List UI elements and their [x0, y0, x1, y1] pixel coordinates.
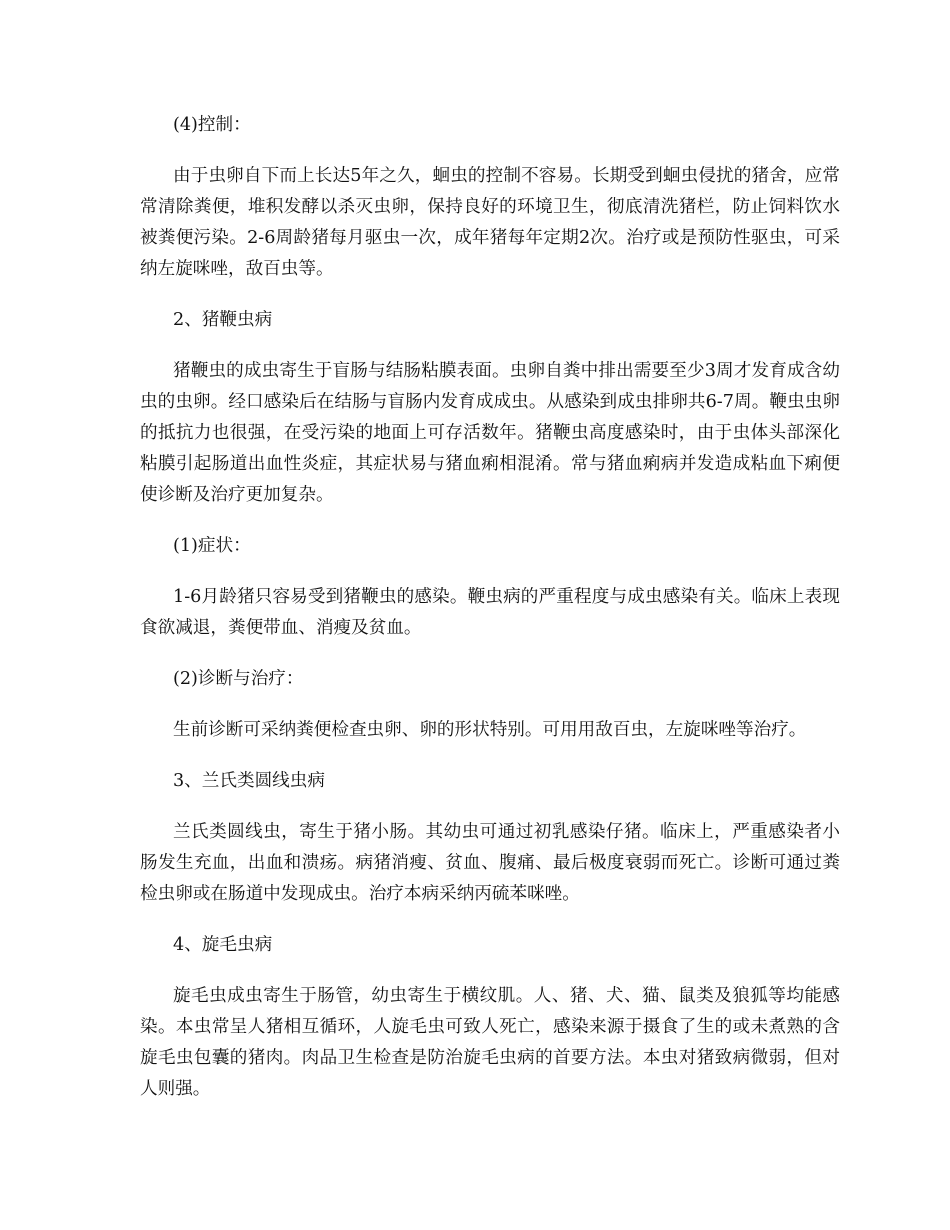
section-heading-whipworm: 2、猪鞭虫病	[173, 310, 273, 330]
section-heading-strongyloides: 3、兰氏类圆线虫病	[173, 771, 325, 791]
section-heading-control: (4)控制：	[173, 115, 251, 135]
paragraph-strongyloides: 兰氏类圆线虫，寄生于猪小肠。其幼虫可通过初乳感染仔猪。临床上，严重感染者小肠发生充血，出血和溃疡。病猪消瘦、贫血、腹痛、最后极度衰弱而死亡。诊断可通过粪检虫卵或在肠道中发现成虫。治疗本病采纳丙硫苯咪唑。	[140, 822, 840, 904]
paragraph-whipworm-diagnosis: 生前诊断可采纳粪便检查虫卵、卵的形状特别。可用用敌百虫，左旋咪唑等治疗。	[173, 720, 807, 740]
paragraph-whipworm-symptoms: 1-6月龄猪只容易受到猪鞭虫的感染。鞭虫病的严重程度与成虫感染有关。临床上表现食欲减退，粪便带血、消瘦及贫血。	[140, 587, 840, 638]
section-heading-diagnosis: (2)诊断与治疗：	[173, 669, 304, 689]
paragraph-whipworm-intro: 猪鞭虫的成虫寄生于盲肠与结肠粘膜表面。虫卵自粪中排出需要至少3周才发育成含幼虫的虫卵。经口感染后在结肠与盲肠内发育成成虫。从感染到成虫排卵共6-7周。鞭虫虫卵的抵抗力也很强，在受污染的地面上可存活数年。猪鞭虫高度感染时，由于虫体头部深化粘膜引起肠道出血性炎症，其症状易与猪血痢相混淆。常与猪血痢病并发造成粘血下痢便使诊断及治疗更加复杂。	[140, 361, 840, 505]
section-heading-trichinella: 4、旋毛虫病	[173, 935, 273, 955]
paragraph-trichinella: 旋毛虫成虫寄生于肠管，幼虫寄生于横纹肌。人、猪、犬、猫、鼠类及狼狐等均能感染。本虫常呈人猪相互循环，人旋毛虫可致人死亡，感染来源于摄食了生的或未煮熟的含旋毛虫包囊的猪肉。肉品卫生检查是防治旋毛虫病的首要方法。本虫对猪致病微弱，但对人则强。	[140, 986, 840, 1099]
section-heading-symptoms: (1)症状：	[173, 536, 251, 556]
paragraph-roundworm-control: 由于虫卵自下而上长达5年之久，蛔虫的控制不容易。长期受到蛔虫侵扰的猪舍，应常常清除粪便，堆积发酵以杀灭虫卵，保持良好的环境卫生，彻底清洗猪栏，防止饲料饮水被粪便污染。2-6周龄猪每月驱虫一次，成年猪每年定期2次。治疗或是预防性驱虫，可采纳左旋咪唑，敌百虫等。	[140, 166, 840, 279]
